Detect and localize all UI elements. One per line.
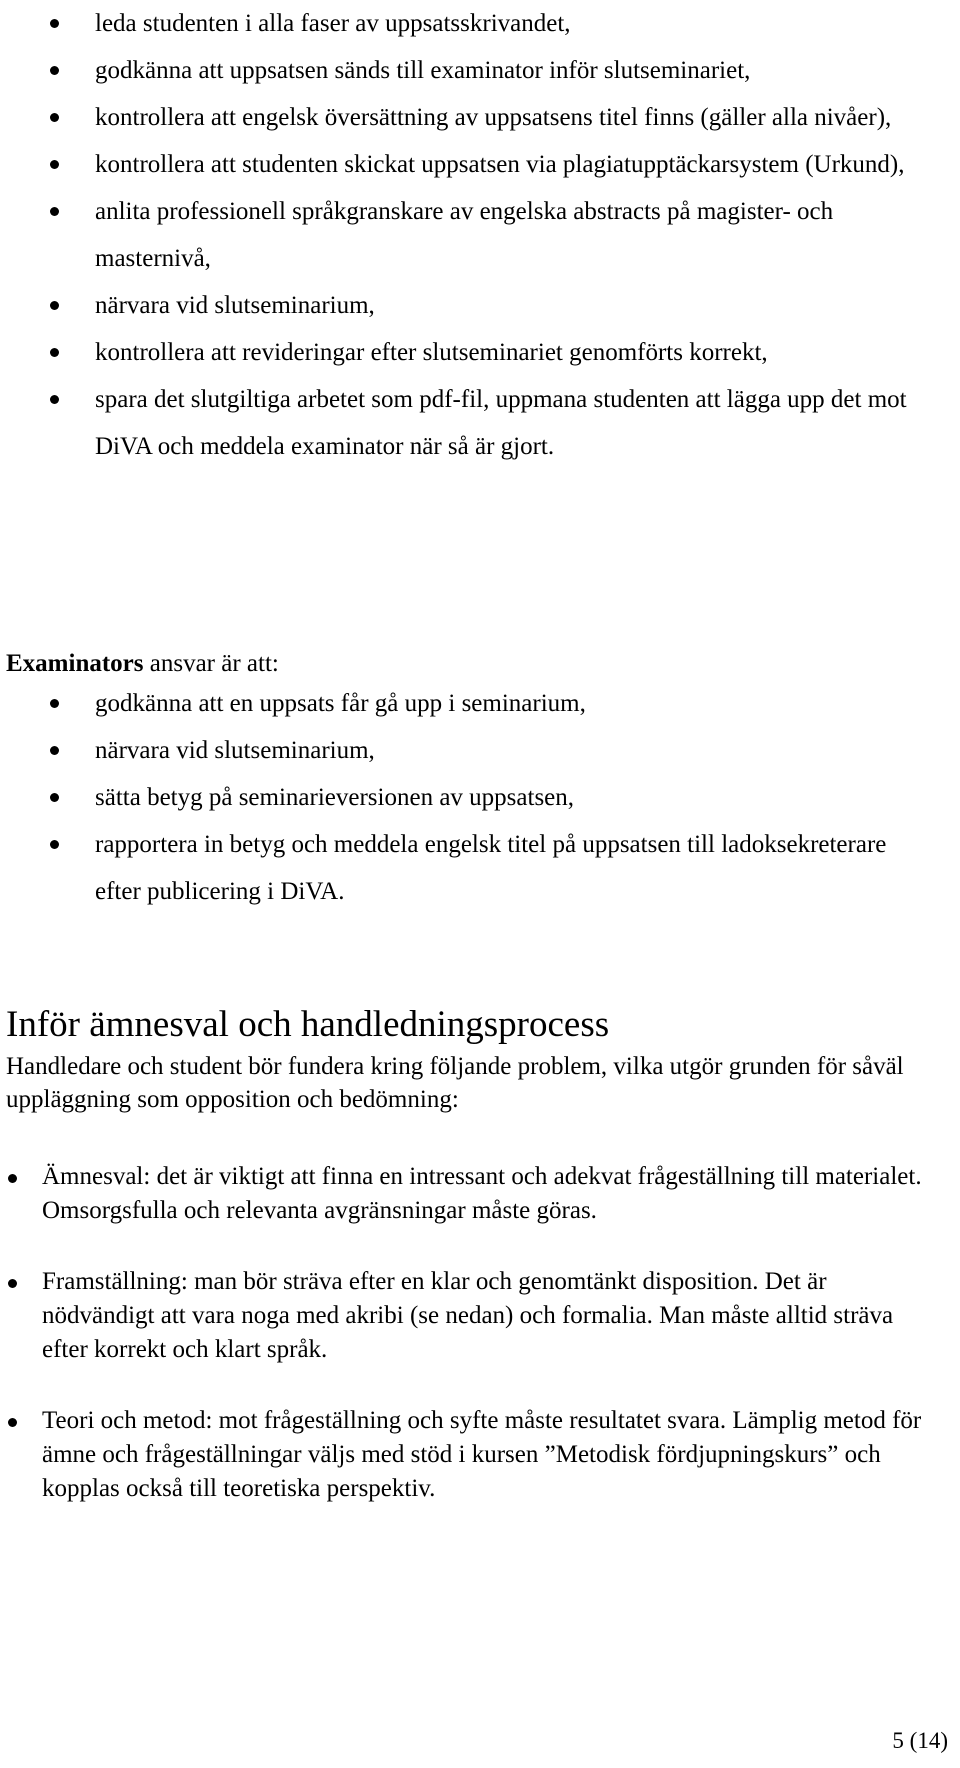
list-item-text: sätta betyg på seminarieversionen av uppsatsen,: [95, 784, 575, 811]
list-item-text: rapportera in betyg och meddela engelsk titel på uppsatsen till ladoksekreterare efter publicering i DiVA.: [95, 831, 887, 905]
list-item-text: leda studenten i alla faser av uppsatsskrivandet,: [95, 10, 571, 37]
list-item: [0, 329, 925, 376]
bullet-icon: [50, 160, 59, 169]
list-item-text: godkänna att en uppsats får gå upp i seminarium,: [95, 690, 586, 717]
list-item: [0, 188, 925, 282]
list-item: [0, 774, 925, 821]
examiner-heading-rest: ansvar är att:: [143, 650, 279, 677]
list-item: [0, 282, 925, 329]
list-item-text: Ämnesval: det är viktigt att finna en intressant och adekvat frågeställning till materialet. Omsorgsfulla och relevanta avgränsningar måste göras.: [42, 1163, 922, 1224]
list-item-text: spara det slutgiltiga arbetet som pdf-fil, uppmana studenten att lägga upp det mot DiVA och meddela examinator när så är gjort.: [95, 386, 907, 460]
bullet-icon: [8, 1174, 17, 1183]
bullet-icon: [50, 395, 59, 404]
list-item: [0, 1160, 922, 1228]
list-item: [0, 680, 925, 727]
list-item: [0, 94, 925, 141]
list-item-text: Teori och metod: mot frågeställning och syfte måste resultatet svara. Lämplig metod för ämne och frågeställningar väljs med stöd i kursen ”Metodisk fördjupningskurs” och kopplas också till teoretiska perspektiv.: [42, 1407, 922, 1502]
list-item: [0, 1265, 922, 1367]
section-intro: Handledare och student bör fundera kring följande problem, vilka utgör grunden för såväl uppläggning som opposition och bedömning:: [6, 1053, 904, 1113]
examiner-responsibilities-list: [0, 680, 960, 915]
list-item-text: Framställning: man bör sträva efter en klar och genomtänkt disposition. Det är nödvändigt att vara noga med akribi (se nedan) och formalia. Man måste alltid sträva efter korrekt och klart språk.: [42, 1268, 894, 1363]
list-item: [0, 0, 925, 47]
list-item-text: anlita professionell språkgranskare av engelska abstracts på magister- och masternivå,: [95, 198, 834, 272]
list-item: [0, 47, 925, 94]
list-item-text: närvara vid slutseminarium,: [95, 737, 375, 764]
list-item-text: kontrollera att revideringar efter slutseminariet genomförts korrekt,: [95, 339, 768, 366]
bullet-icon: [50, 840, 59, 849]
list-item: [0, 376, 925, 470]
list-item-text: kontrollera att studenten skickat uppsatsen via plagiatupptäckarsystem (Urkund),: [95, 151, 905, 178]
bullet-icon: [8, 1279, 17, 1288]
supervisor-responsibilities-list: [0, 0, 960, 470]
list-item-text: närvara vid slutseminarium,: [95, 292, 375, 319]
bullet-icon: [50, 793, 59, 802]
list-item: [0, 821, 925, 915]
considerations-list: [0, 1160, 960, 1543]
section-heading: Inför ämnesval och handledningsprocess: [6, 1004, 610, 1045]
examiner-heading-bold: Examinators: [6, 650, 144, 677]
examiner-heading: [6, 646, 279, 682]
bullet-icon: [50, 301, 59, 310]
page-number: 5 (14): [892, 1728, 948, 1753]
list-item-text: godkänna att uppsatsen sänds till examinator inför slutseminariet,: [95, 57, 751, 84]
list-item: [0, 1404, 922, 1506]
bullet-icon: [50, 699, 59, 708]
bullet-icon: [50, 746, 59, 755]
bullet-icon: [50, 66, 59, 75]
bullet-icon: [50, 207, 59, 216]
list-item-text: kontrollera att engelsk översättning av uppsatsens titel finns (gäller alla nivåer),: [95, 104, 892, 131]
list-item: [0, 727, 925, 774]
bullet-icon: [50, 113, 59, 122]
list-item: [0, 141, 925, 188]
bullet-icon: [50, 348, 59, 357]
bullet-icon: [8, 1418, 17, 1427]
bullet-icon: [50, 19, 59, 28]
